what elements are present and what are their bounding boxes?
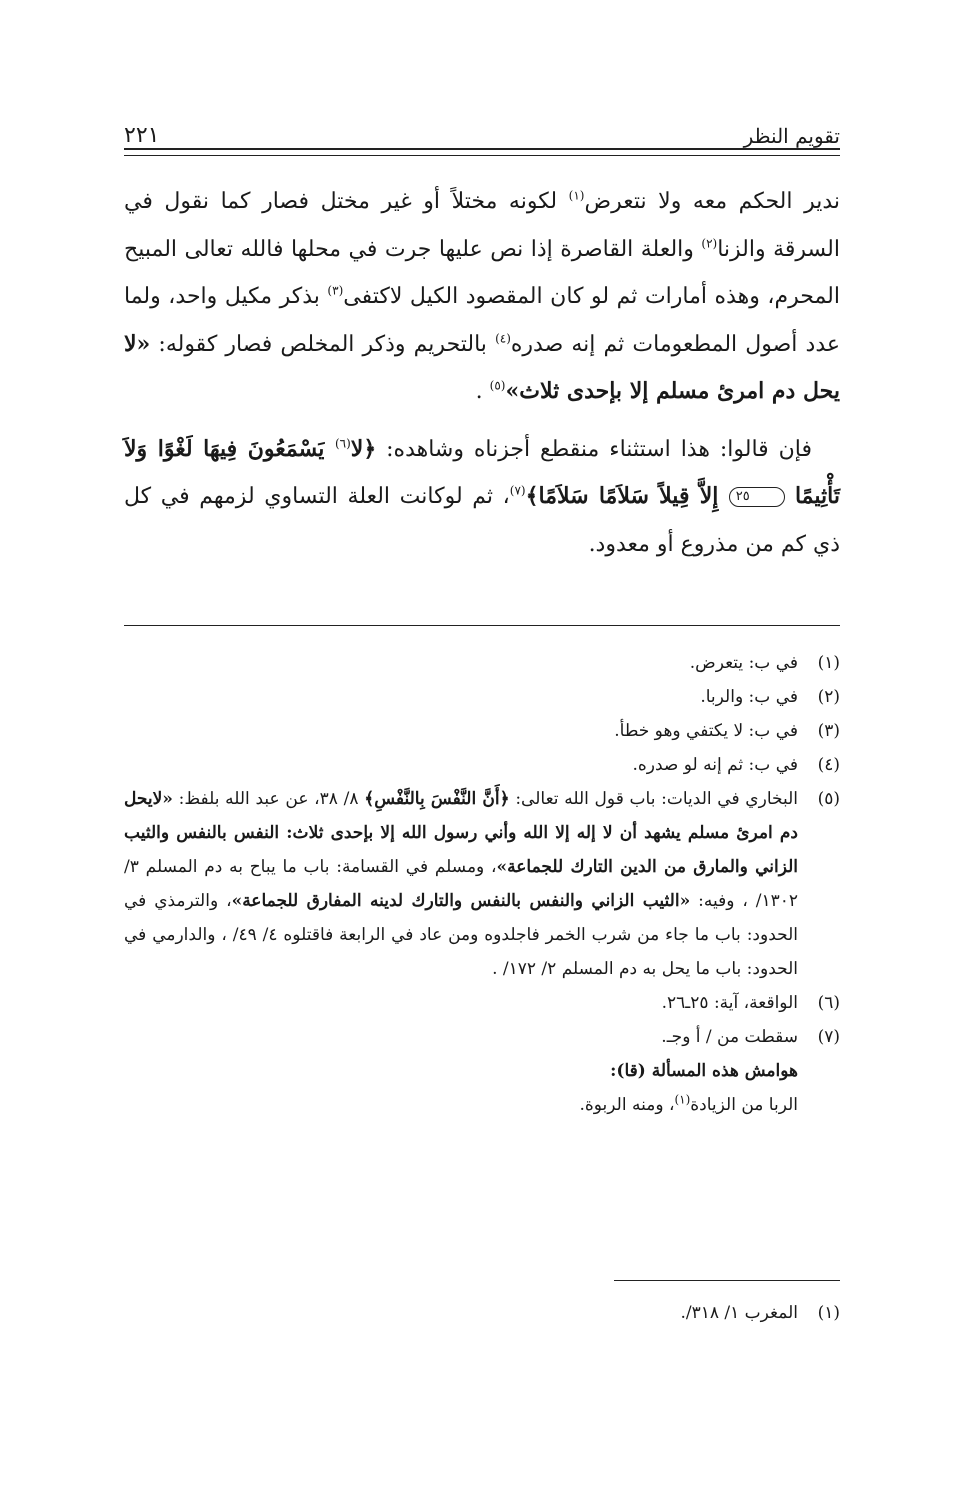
footnote xyxy=(124,748,840,782)
footnote-ref[interactable]: (٥) xyxy=(489,378,506,393)
footnote-number: (١) xyxy=(817,1303,840,1323)
footnote-ref[interactable]: (٢) xyxy=(701,236,718,251)
footnote xyxy=(124,782,840,986)
sub-footnotes xyxy=(124,1296,840,1330)
footnote-ref[interactable]: (١) xyxy=(568,188,585,203)
footnote-text: المغرب ١/ ٣١٨/. xyxy=(680,1303,798,1323)
footnote xyxy=(124,1296,840,1330)
text-run: ، ثم لوكانت العلة التساوي لزمهم في كل ذي كم من مذروع أو معدود. xyxy=(124,484,840,557)
footnote-number: (٥) xyxy=(817,789,840,809)
footnote-text: سقطت من / أ وجـ. xyxy=(661,1027,798,1047)
footnote-text: في ب: لا يكتفي وهو خطأ. xyxy=(614,721,798,741)
text-run: . xyxy=(475,379,490,404)
footnote-text: الواقعة، آية: ٢٥ـ٢٦. xyxy=(661,993,798,1013)
text-run: ٨/ ٣٨، عن عبد الله بلفظ: xyxy=(172,789,365,809)
paragraph-2 xyxy=(124,426,840,569)
footnote-number: (٦) xyxy=(817,993,840,1013)
footnote-text: في ب: ثم إنه لو صدره. xyxy=(632,755,798,775)
footnote-text: في ب: يتعرض. xyxy=(689,653,798,673)
sub-footnote-divider xyxy=(614,1280,840,1281)
footnote-number: (٤) xyxy=(817,755,840,775)
footnote-number: (١) xyxy=(817,653,840,673)
text-run: والعلة القاصرة إذا نص عليها جرت في محلها فالله تعالى المبيح المحرم، وهذه أمارات ثم لو كان المقصود الكيل لاكتفى xyxy=(124,236,840,309)
footnote xyxy=(124,646,840,680)
text-run: بذكر مكيل واحد، ولما عدد أصول المطعومات ثم إنه صدره xyxy=(124,284,840,357)
footnote xyxy=(124,1020,840,1054)
hadith-quote: «لا يحل دم امرئ مسلم إلا بإحدى ثلاث» xyxy=(124,330,840,404)
main-text xyxy=(124,178,840,568)
hadith-quote: «لايحل دم امرئ مسلم يشهد أن لا إله إلا الله وأني رسول الله إلا بإحدى ثلاث: النفس بالنفس والثيب الزاني والمارق من الدين التارك للجماعة» xyxy=(124,789,798,877)
quran-quote: ﴿أَنَّ النَّفْسَ بِالنَّفْسِ﴾ xyxy=(364,789,510,809)
footnote-ref[interactable]: (٣) xyxy=(327,283,344,298)
footnote-ref[interactable]: (٤) xyxy=(495,331,511,346)
footnote-text: في ب: والربا. xyxy=(700,687,798,707)
footnote xyxy=(124,714,840,748)
footnotes-divider xyxy=(124,625,840,626)
footnote xyxy=(124,986,840,1020)
text-run: ، ومسلم في القسامة: باب ما يباح به دم المسلم ٣/ ١٣٠٢/ ، وفيه: xyxy=(124,857,798,911)
footnote-ref[interactable]: (١) xyxy=(674,1092,691,1107)
quran-quote: يَسْمَعُونَ فِيهَا لَغْوًا وَلاَ تَأْثِيمًا xyxy=(124,435,840,509)
text-run: فإن قالوا: هذا استثناء منقطع أجزناه وشاهده: xyxy=(376,436,812,462)
footnote-number: (٣) xyxy=(817,721,840,741)
text-run: ، ومنه الربوة. xyxy=(579,1095,675,1115)
hadith-quote: «الثيب الزاني والنفس بالنفس والتارك لدينه المفارق للجماعة» xyxy=(231,891,691,911)
footnotes xyxy=(124,646,840,1122)
text-run: لكونه مختلاً أو غير مختل فصار كما نقول في السرقة والزنا xyxy=(124,189,840,262)
page-header xyxy=(124,112,840,148)
paragraph-1 xyxy=(124,178,840,416)
footnote-number: (٧) xyxy=(817,1027,840,1047)
footnote xyxy=(124,680,840,714)
running-title: تقويم النظر xyxy=(743,124,840,148)
text-run: البخاري في الديات: باب قول الله تعالى: xyxy=(509,789,799,809)
text-run: الربا من الزيادة xyxy=(690,1095,798,1115)
quran-quote: ﴿لا xyxy=(350,435,377,462)
footnote-ref[interactable]: (٦) xyxy=(334,436,351,451)
quran-quote: إِلاَّ قِيلاً سَلاَمًا سَلاَمًا﴾ xyxy=(525,483,729,509)
header-rule xyxy=(124,148,840,156)
text-run: بالتحريم وذكر المخلص فصار كقوله: xyxy=(150,331,496,357)
page-number: ٢٢١ xyxy=(124,123,160,148)
footnote-number: (٢) xyxy=(817,687,840,707)
margins-heading: هوامش هذه المسألة (قا): xyxy=(610,1061,798,1081)
text-run: ، والترمذي في الحدود: باب ما جاء من شرب الخمر فاجلدوه ومن عاد في الرابعة فاقتلوه ٤/ ٤٩/ ، والدارمي في الحدود: باب ما يحل به دم المسلم ٢/ ١٧٢/ . xyxy=(124,891,798,979)
text-run: ندير الحكم معه ولا نتعرض xyxy=(584,189,841,214)
ayah-number-marker: ٢٥ xyxy=(729,487,785,507)
footnote-text xyxy=(124,782,798,986)
margins-line xyxy=(124,1088,840,1122)
footnote-ref[interactable]: (٧) xyxy=(509,483,526,498)
